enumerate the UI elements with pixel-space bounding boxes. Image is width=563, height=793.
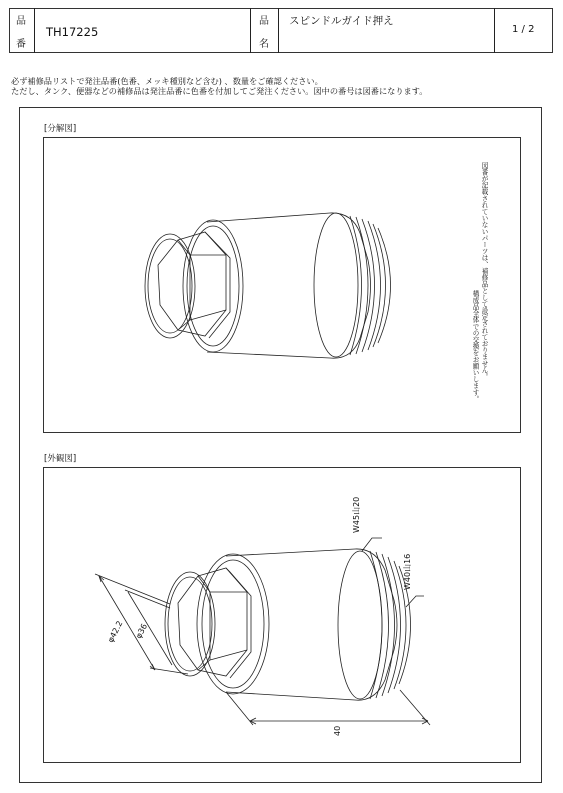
- product-name-label-1: 品: [259, 16, 269, 27]
- exterior-view-label: [外観図]: [44, 454, 77, 464]
- dim-length: 40: [333, 725, 342, 736]
- product-name-label-2: 名: [259, 39, 269, 50]
- note-line-1: 必ず補修品リストで発注品番(色番、メッキ種別など含む) 、数量をご確認ください。: [11, 76, 323, 86]
- dim-thread-small: W40山16: [403, 553, 412, 590]
- dim-diameter-inner: φ36: [134, 622, 150, 641]
- note-line-2: ただし、タンク、便器などの補修品は発注品番に色番を付加してご発注ください。図中の番号は図番になります。: [11, 86, 428, 96]
- exploded-view-label: [分解図]: [44, 124, 77, 134]
- dim-diameter-outer: φ42.2: [106, 619, 125, 645]
- part-number-label-1: 品: [16, 16, 26, 27]
- exploded-side-note-2: 構成品全体での交換をお願いします。: [471, 290, 479, 403]
- dim-thread-large: W45山20: [352, 496, 361, 533]
- exploded-side-note-1: 図番が記載されていないパーツは、補修品として設定されておりません。: [480, 162, 488, 380]
- part-number-label-2: 番: [16, 39, 26, 50]
- product-name: スピンドルガイド押え: [289, 15, 394, 27]
- page-number: 1 / 2: [512, 24, 535, 35]
- part-number: TH17225: [46, 25, 99, 39]
